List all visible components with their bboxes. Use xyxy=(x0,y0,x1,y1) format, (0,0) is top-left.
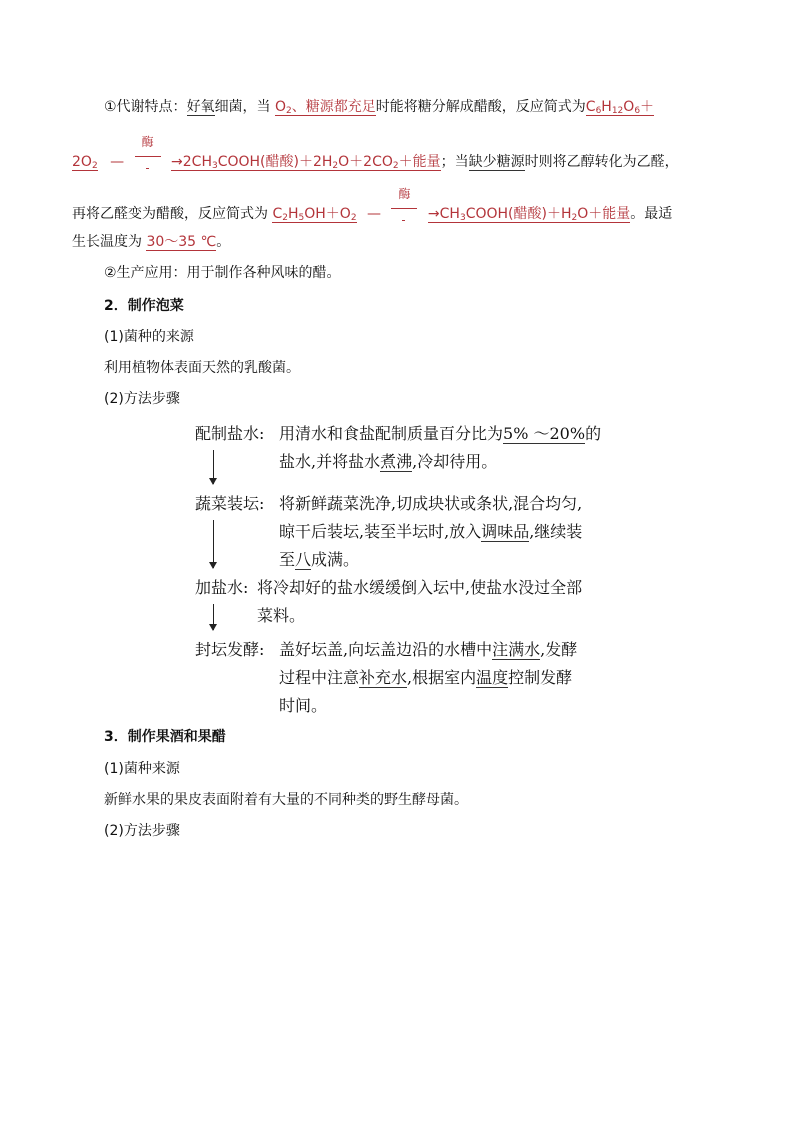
answer-boil: 煮沸 xyxy=(380,452,413,471)
subheading-steps: (2)方法步骤 xyxy=(104,823,180,839)
step-text: 将冷却好的盐水缓缓倒入坛中,使盐水没过全部 菜料。 xyxy=(257,578,583,625)
answer-fill-water: 注满水 xyxy=(492,640,541,659)
text: 再将乙醛变为醋酸，反应简式为 xyxy=(72,206,268,222)
text: ；当 xyxy=(440,154,469,170)
step-text: 盖好坛盖,向坛盖边沿的水槽中注满水,发酵 过程中注意补充水,根据室内温度控制发酵 时间。 xyxy=(279,640,578,715)
step-label: 蔬菜装坛: xyxy=(195,494,265,513)
reaction-condition xyxy=(389,187,419,230)
para1-line4 xyxy=(72,232,230,252)
answer-add-water: 补充水 xyxy=(359,668,408,687)
section-heading-wine-vinegar: 3．制作果酒和果醋 xyxy=(104,729,226,745)
source-text: 新鲜水果的果皮表面附着有大量的不同种类的野生酵母菌。 xyxy=(104,792,468,808)
formula-ethanol: $C_2H_5OH+O_2$ xyxy=(272,206,357,223)
text: 细菌，当 xyxy=(214,99,271,115)
answer-o2-sugar: $O_2$、糖源都充足 xyxy=(275,99,376,116)
text: 。 xyxy=(216,234,231,250)
formula-o2: $2O_2$ xyxy=(72,154,98,171)
subheading-source: (1)菌种来源 xyxy=(104,761,180,777)
down-arrow-icon xyxy=(213,450,214,484)
text: ①代谢特点： xyxy=(104,99,187,115)
down-arrow-icon xyxy=(213,604,214,630)
para1-line3 xyxy=(72,187,673,230)
formula-products-2: $\to CH_3COOH$(醋酸)$+H_2O+$能量 xyxy=(427,206,631,223)
formula-glucose: $C_6H_{12}O_6+$ xyxy=(585,99,655,116)
answer-seasoning: 调味品 xyxy=(481,522,530,541)
step-label: 加盐水: xyxy=(195,578,249,597)
answer-aerobic: 好氧 xyxy=(186,99,215,115)
equals-sign: — xyxy=(367,206,381,222)
step-label: 封坛发酵: xyxy=(195,640,265,659)
para2: ②生产应用：用于制作各种风味的醋。 xyxy=(104,265,341,281)
down-arrow-icon xyxy=(213,520,214,568)
text: 生长温度为 xyxy=(72,234,142,250)
answer-percent: 5% ～20% xyxy=(503,424,586,443)
formula-products-1: $\to 2CH_3COOH$(醋酸)$+2H_2O+2CO_2+$能量 xyxy=(171,154,441,171)
step-label: 配制盐水: xyxy=(195,424,265,443)
para1-line1 xyxy=(104,97,654,117)
equals-sign: — xyxy=(110,154,125,170)
step-text: 将新鲜蔬菜洗净,切成块状或条状,混合均匀, 晾干后装坛,装至半坛时,放入调味品,继续装 至八成满。 xyxy=(279,494,583,569)
reaction-condition xyxy=(133,135,163,178)
enzyme-label: 酶 xyxy=(141,135,154,149)
answer-temperature: 30～35 ℃ xyxy=(146,234,217,250)
source-text: 利用植物体表面天然的乳酸菌。 xyxy=(104,360,300,376)
step-text: 用清水和食盐配制质量百分比为5% ～20%的 盐水,并将盐水煮沸,冷却待用。 xyxy=(279,424,602,471)
subheading-source: (1)菌种的来源 xyxy=(104,329,194,345)
subheading-steps: (2)方法步骤 xyxy=(104,391,180,407)
section-heading-pickles: 2．制作泡菜 xyxy=(104,298,184,314)
answer-eight: 八 xyxy=(295,550,312,569)
text: 时则将乙醇转化为乙醛， xyxy=(524,154,679,170)
answer-lack-sugar: 缺少糖源 xyxy=(468,154,525,170)
text: 。最适 xyxy=(630,206,673,222)
answer-temperature: 温度 xyxy=(476,668,509,687)
enzyme-label: 酶 xyxy=(398,187,411,201)
text: 时能将糖分解成醋酸，反应简式为 xyxy=(375,99,586,115)
para1-line2 xyxy=(72,135,679,178)
